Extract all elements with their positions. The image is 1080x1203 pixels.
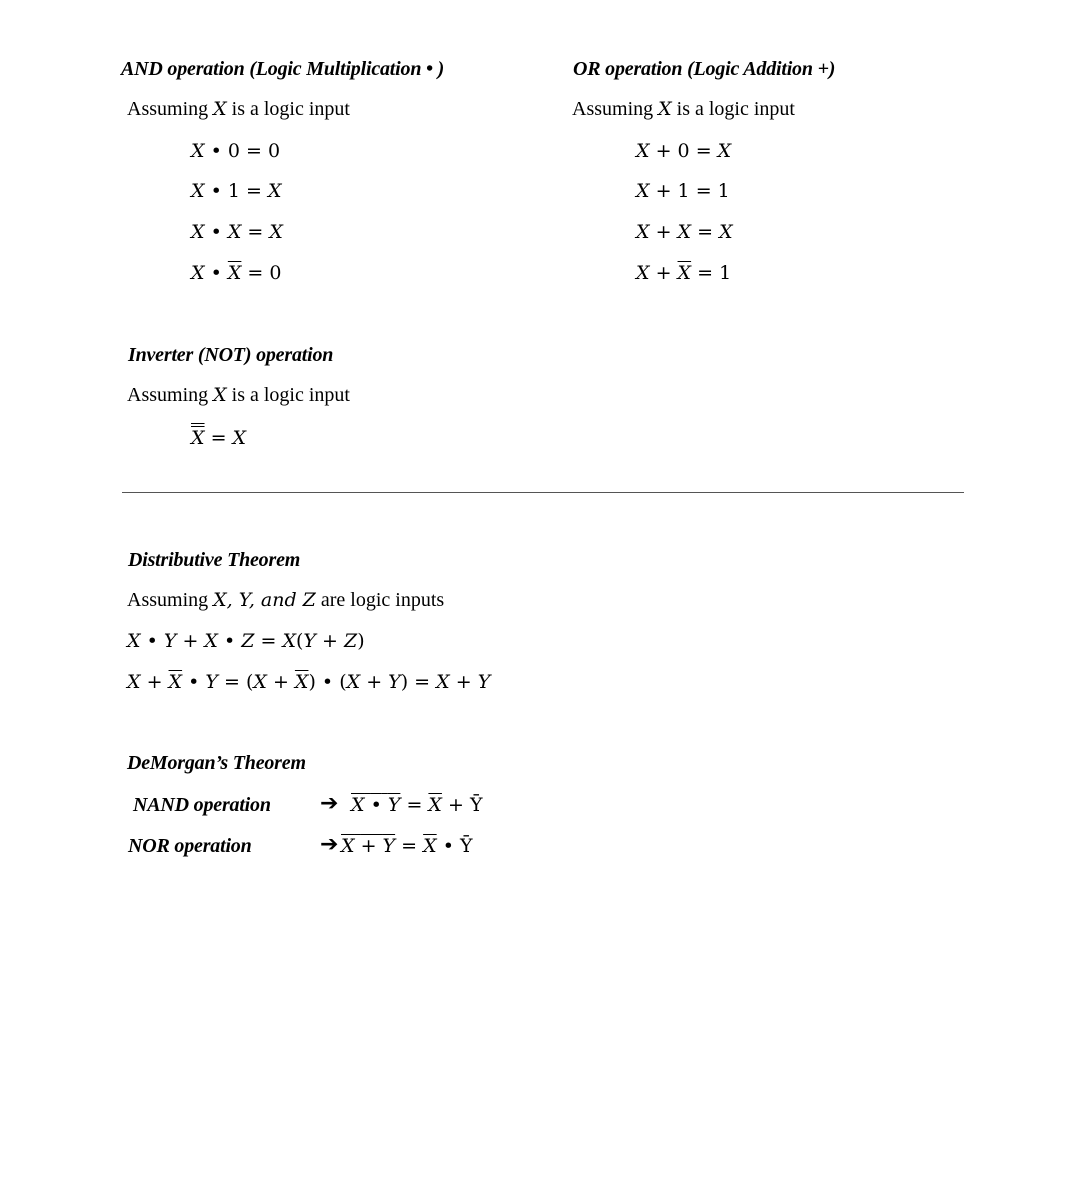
assumption-vars: X, Y, and Z bbox=[213, 589, 316, 611]
assumption-suffix: is a logic input bbox=[226, 384, 350, 406]
or-rule-2: X + 1 = 1 bbox=[636, 180, 730, 202]
nand-label: NAND operation bbox=[133, 794, 271, 816]
or-assumption bbox=[572, 98, 795, 121]
assumption-suffix: are logic inputs bbox=[315, 589, 445, 611]
section-divider bbox=[122, 492, 964, 493]
distributive-rule-2: $X + \overline{X}$ • $Y = (X + \overline{X})$ • (X + Y) = X + Y bbox=[127, 671, 491, 693]
assumption-prefix: Assuming bbox=[572, 98, 659, 120]
assumption-var: X bbox=[213, 98, 227, 120]
or-rule-3: X + X = X bbox=[636, 221, 733, 243]
assumption-suffix: is a logic input bbox=[671, 98, 795, 120]
assumption-suffix: is a logic input bbox=[226, 98, 350, 120]
assumption-prefix: Assuming bbox=[127, 589, 214, 611]
and-rule-3: X • X = X bbox=[191, 221, 283, 243]
and-heading: AND operation (Logic Multiplication • ) bbox=[121, 58, 445, 80]
or-rule-1: X + 0 = X bbox=[636, 140, 732, 162]
or-heading: OR operation (Logic Addition +) bbox=[573, 58, 836, 80]
not-assumption bbox=[127, 384, 350, 407]
nor-arrow-icon: ➔ bbox=[320, 832, 339, 857]
and-rule-1: X • 0 = 0 bbox=[191, 140, 281, 162]
nand-arrow-icon: ➔ bbox=[320, 791, 339, 816]
and-assumption bbox=[127, 98, 350, 121]
assumption-var: X bbox=[658, 98, 672, 120]
or-rule-4: $X + \overline{X} = 1$ bbox=[636, 262, 732, 284]
and-rule-2: X • 1 = X bbox=[191, 180, 282, 202]
assumption-var: X bbox=[213, 384, 227, 406]
nor-label: NOR operation bbox=[128, 835, 252, 857]
distributive-rule-1: X • Y + X • Z = X(Y + Z) bbox=[127, 630, 365, 652]
distributive-assumption bbox=[127, 589, 444, 612]
nand-rule: X • $Y = \overline{X}$ + Ȳ bbox=[351, 794, 483, 816]
assumption-prefix: Assuming bbox=[127, 384, 214, 406]
not-heading: Inverter (NOT) operation bbox=[128, 344, 334, 366]
nor-rule: $X + Y = \overline{X}$ • Ȳ bbox=[341, 835, 473, 857]
distributive-heading: Distributive Theorem bbox=[128, 549, 301, 571]
and-rule-4: X • $\overline{X} = 0$ bbox=[191, 262, 282, 284]
not-rule: X = X bbox=[191, 427, 247, 449]
assumption-prefix: Assuming bbox=[127, 98, 214, 120]
demorgan-heading: DeMorgan’s Theorem bbox=[127, 752, 306, 774]
